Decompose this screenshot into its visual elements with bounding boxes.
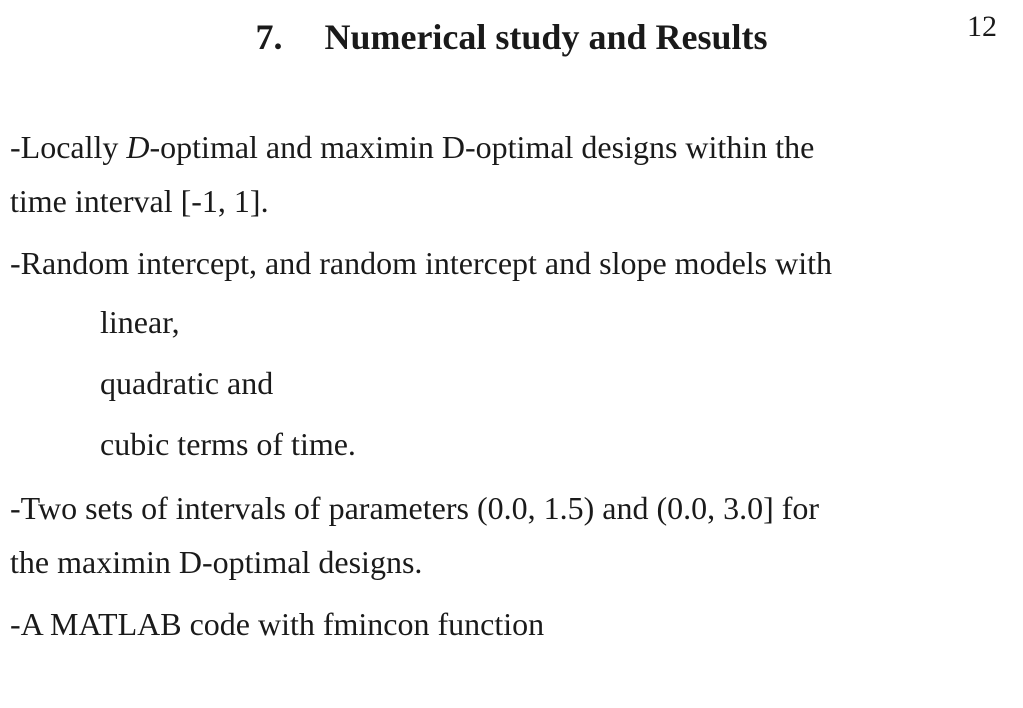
bullet-3-line-2: the maximin D-optimal designs. — [10, 544, 423, 580]
section-number: 7. — [255, 17, 283, 57]
sub-item-linear: linear, — [100, 304, 180, 340]
bullet-1-line-2: time interval [-1, 1]. — [10, 183, 269, 219]
bullet-1-prefix: -Locally — [10, 129, 127, 165]
bullet-1-italic-d: D — [126, 129, 150, 165]
bullet-1-suffix: -optimal and maximin D-optimal designs within the — [149, 129, 815, 165]
bullet-3-line-1: -Two sets of intervals of parameters (0.0, 1.5) and (0.0, 3.0] for — [10, 490, 820, 526]
section-title-text: Numerical study and Results — [324, 17, 768, 57]
sub-item-quadratic: quadratic and — [100, 365, 274, 401]
page-number: 12 — [967, 10, 997, 43]
sub-item-cubic: cubic terms of time. — [100, 426, 356, 462]
bullet-matlab-code: -A MATLAB code with fmincon function — [10, 606, 545, 642]
slide-title — [0, 18, 1023, 58]
slide-content — [10, 120, 970, 651]
bullet-random-models: -Random intercept, and random intercept and slope models with — [10, 245, 832, 281]
bullet-locally-optimal — [10, 120, 970, 228]
bullet-parameter-intervals — [10, 481, 970, 589]
